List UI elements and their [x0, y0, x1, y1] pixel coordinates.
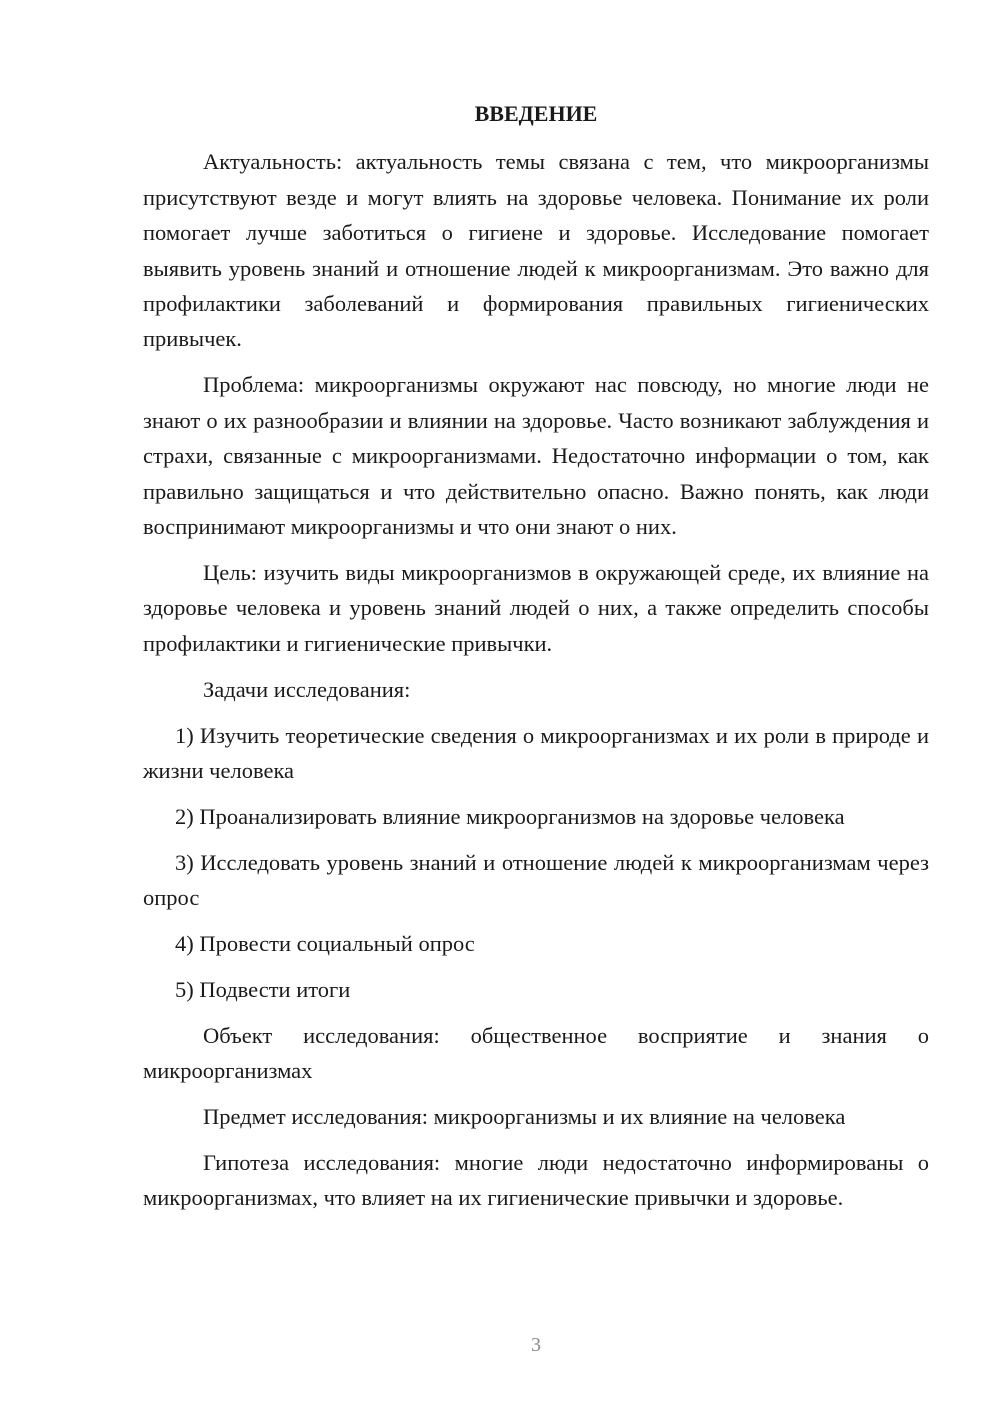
subject-paragraph: Предмет исследования: микроорганизмы и их влияние на человека	[203, 1104, 846, 1130]
page-number: 3	[531, 1334, 541, 1356]
hypothesis-paragraph: Гипотеза исследования: многие люди недостаточно информированы о микроорганизмах, что влияет на их гигиенические привычки и здоровье.	[143, 1150, 929, 1211]
task-item-1: 1) Изучить теоретические сведения о микроорганизмах и их роли в природе и жизни человека	[143, 722, 929, 783]
object-paragraph: Объект исследования: общественное восприятие и знания о микроорганизмах	[143, 1022, 929, 1084]
section-title: ВВЕДЕНИЕ	[474, 101, 598, 126]
task-item-3: 3) Исследовать уровень знаний и отношение людей к микроорганизмам через опрос	[143, 849, 929, 911]
goal-paragraph: Цель: изучить виды микроорганизмов в окружающей среде, их влияние на здоровье человека и уровень знаний людей о них, а также определить способы профилактики и гигиенические привычки.	[143, 559, 929, 656]
task-item-4: 4) Провести социальный опрос	[175, 931, 475, 957]
task-item-5: 5) Подвести итоги	[175, 976, 351, 1002]
problem-paragraph: Проблема: микроорганизмы окружают нас повсюду, но многие люди не знают о их разнообразии и влиянии на здоровье. Часто возникают заблуждения и страхи, связанные с микроорганизмами. Недостаточно информации о том, как правильно защищаться и что действительно опасно. Важно понять, как люди воспринимают микроорганизмы и что они знают о них.	[143, 372, 929, 539]
document-page	[143, 96, 929, 1226]
relevance-paragraph: Актуальность: актуальность темы связана с тем, что микроорганизмы присутствуют везде и могут влиять на здоровье человека. Понимание их роли помогает лучше заботиться о гигиене и здоровье. Исследование помогает выявить уровень знаний и отношение людей к микроорганизмам. Это важно для профилактики заболеваний и формирования правильных гигиенических привычек.	[143, 149, 929, 352]
task-item-2: 2) Проанализировать влияние микроорганизмов на здоровье человека	[175, 803, 845, 829]
tasks-heading: Задачи исследования:	[203, 676, 411, 702]
